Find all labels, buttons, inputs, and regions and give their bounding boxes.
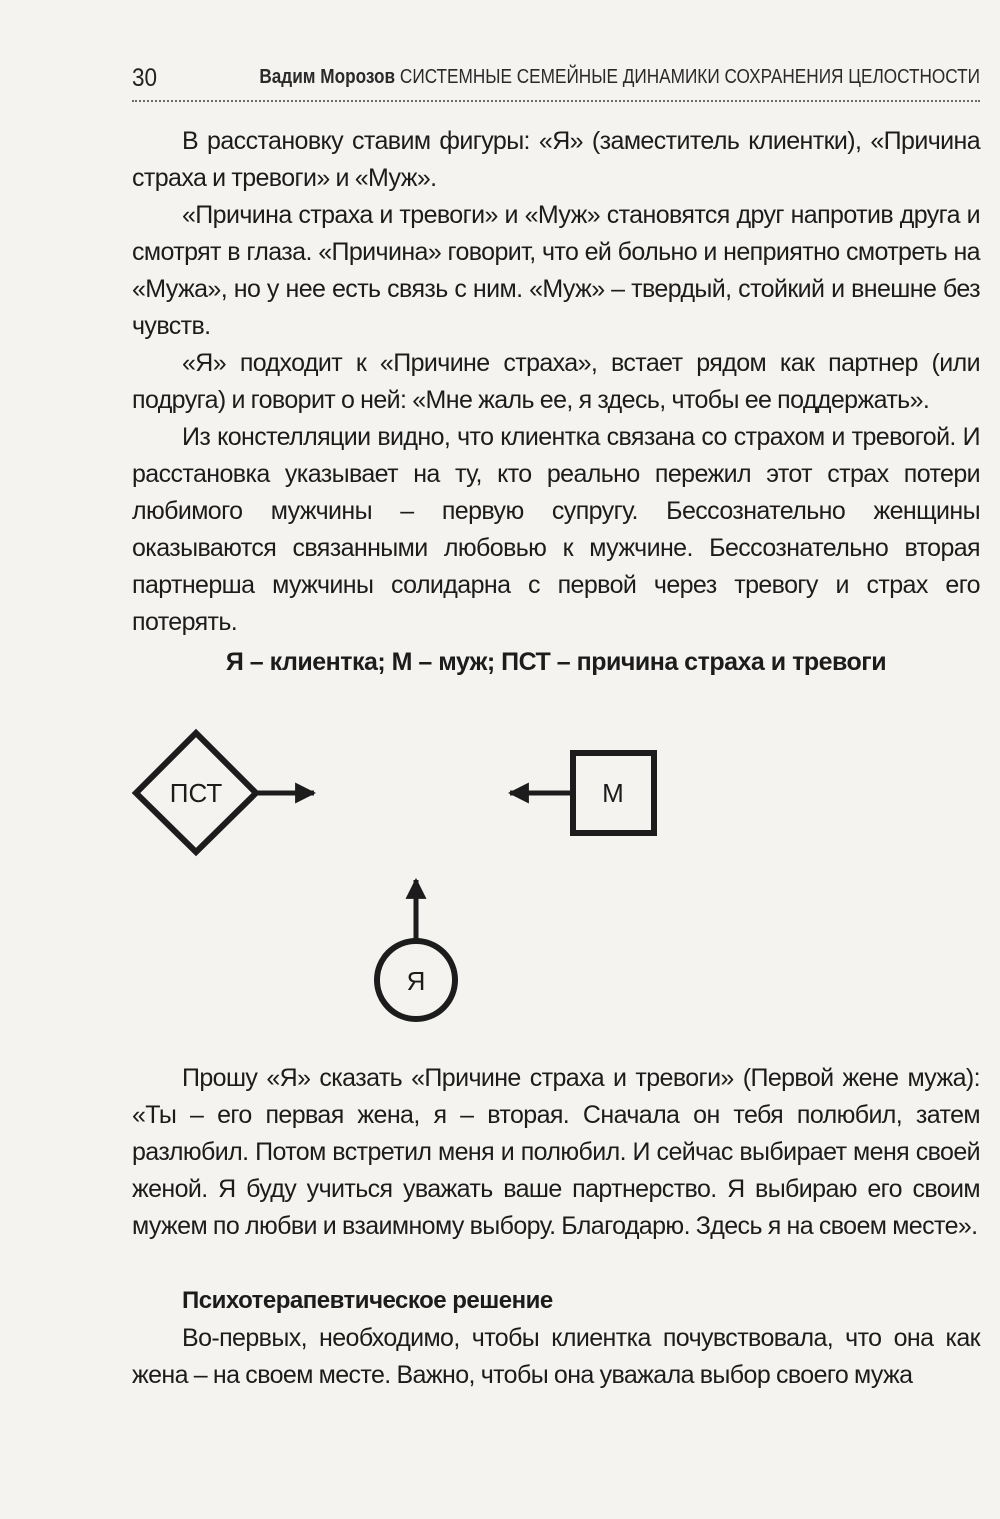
pst-label: ПСТ	[169, 778, 223, 808]
text-block-top	[132, 123, 980, 641]
paragraph: Во-первых, необходимо, чтобы клиентка почувствовала, что она как жена – на своем месте. Важно, чтобы она уважала выбор своего мужа	[132, 1324, 980, 1389]
constellation-diagram	[0, 700, 1000, 1040]
paragraph: Прошу «Я» сказать «Причине страха и тревоги» (Первой жене мужа): «Ты – его первая жена, я – вторая. Сначала он тебя полюбил, затем разлюбил. Потом встретил меня и полюбил. И сейчас выбирает меня своей женой. Я буду учиться уважать ваше партнерство. Я выбираю его своим мужем по любви и взаимному выбору. Благодарю. Здесь я на своем месте».	[132, 1064, 980, 1240]
husband-node	[510, 753, 654, 833]
text-block-middle	[132, 1060, 980, 1245]
pst-node	[136, 733, 314, 852]
text-block-bottom	[132, 1320, 980, 1394]
author-name: Вадим Морозов	[259, 66, 396, 88]
client-label: Я	[406, 966, 426, 996]
paragraph: «Я» подходит к «Причине страха», встает рядом как партнер (или подруга) и говорит о ней: «Мне жаль ее, я здесь, чтобы ее поддержать».	[132, 349, 980, 414]
paragraph: «Причина страха и тревоги» и «Муж» становятся друг напротив друга и смотрят в глаза. «Причина» говорит, что ей больно и неприятно смотреть на «Мужа», но у нее есть связь с ним. «Муж» – твердый, стойкий и внешне без чувств.	[132, 201, 980, 340]
running-head-text	[259, 66, 980, 89]
diagram-legend: Я – клиентка; М – муж; ПСТ – причина страха и тревоги	[225, 648, 887, 676]
paragraph: В расстановку ставим фигуры: «Я» (заместитель клиентки), «Причина страха и тревоги» и «Муж».	[132, 127, 980, 192]
running-header	[132, 62, 980, 102]
client-node	[377, 880, 455, 1019]
paragraph: Из констелляции видно, что клиентка связана со страхом и тревогой. И расстановка указывает на ту, кто реально пережил этот страх потери любимого мужчины – первую супругу. Бессознательно женщины оказываются связанными любовью к мужчине. Бессознательно вторая партнерша мужчины солидарна с первой через тревогу и страх его потерять.	[132, 423, 980, 636]
husband-label: М	[602, 778, 624, 808]
page-number: 30	[132, 64, 158, 92]
book-title: СИСТЕМНЫЕ СЕМЕЙНЫЕ ДИНАМИКИ СОХРАНЕНИЯ ЦЕЛОСТНОСТИ	[399, 66, 980, 88]
section-heading: Психотерапевтическое решение	[182, 1287, 553, 1314]
